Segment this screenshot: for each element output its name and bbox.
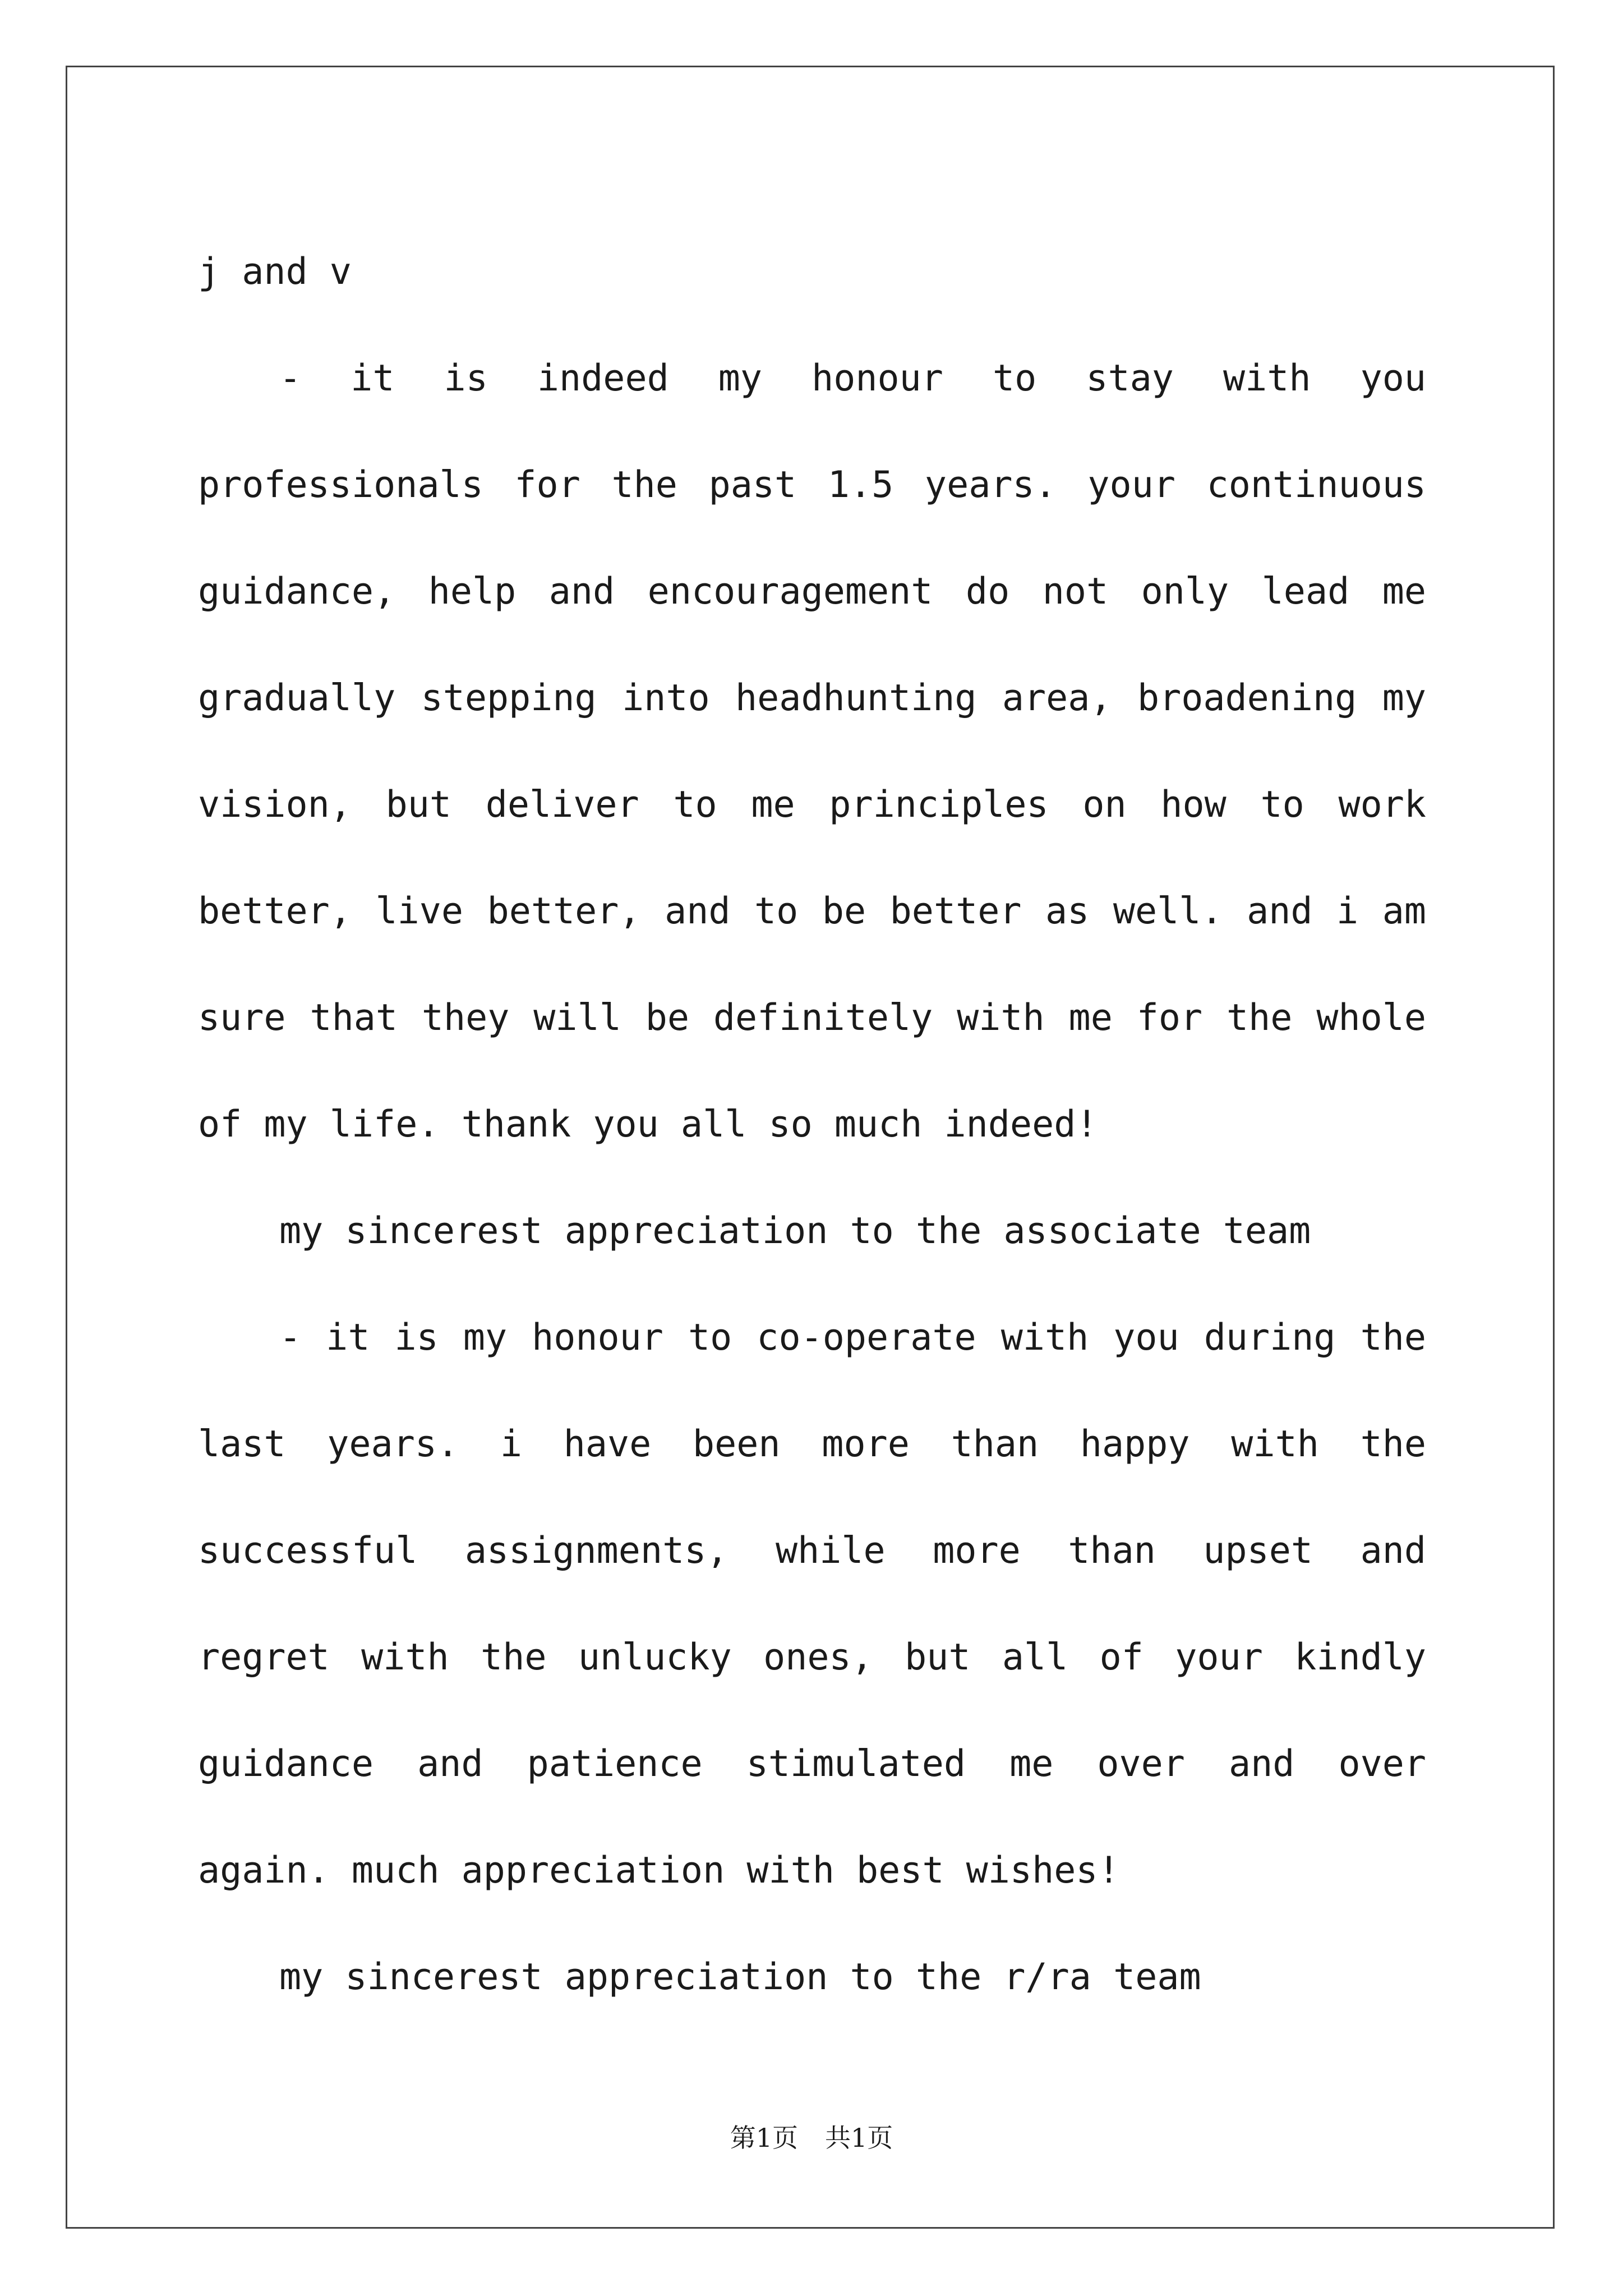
paragraph-associate-heading: my sincerest appreciation to the associate team	[279, 1210, 1311, 1252]
page-number-current: 第1页	[730, 2123, 798, 2153]
page-footer	[0, 2118, 1623, 2155]
paragraph-associate-thanks: - it is my honour to co-operate with you during the last years. i have been more than happy with the successful assignments, while more than upset and regret with the unlucky ones, but all of your kindly guidance and patience stimulated me over and over again. much appreciation with best wishes!	[198, 1317, 1426, 1892]
paragraph-thanks-jv: - it is indeed my honour to stay with you professionals for the past 1.5 years. your continuous guidance, help and encouragement do not only lead me gradually stepping into headhunting area, broadening my vision, but deliver to me principles on how to work better, live better, and to be better as well. and i am sure that they will be definitely with me for the whole of my life. thank you all so much indeed!	[198, 357, 1426, 1145]
paragraph-salutation: j and v	[198, 251, 352, 293]
page-number-total: 共1页	[825, 2123, 893, 2153]
document-body	[198, 219, 1426, 2031]
paragraph-rra-heading: my sincerest appreciation to the r/ra team	[279, 1956, 1201, 1998]
